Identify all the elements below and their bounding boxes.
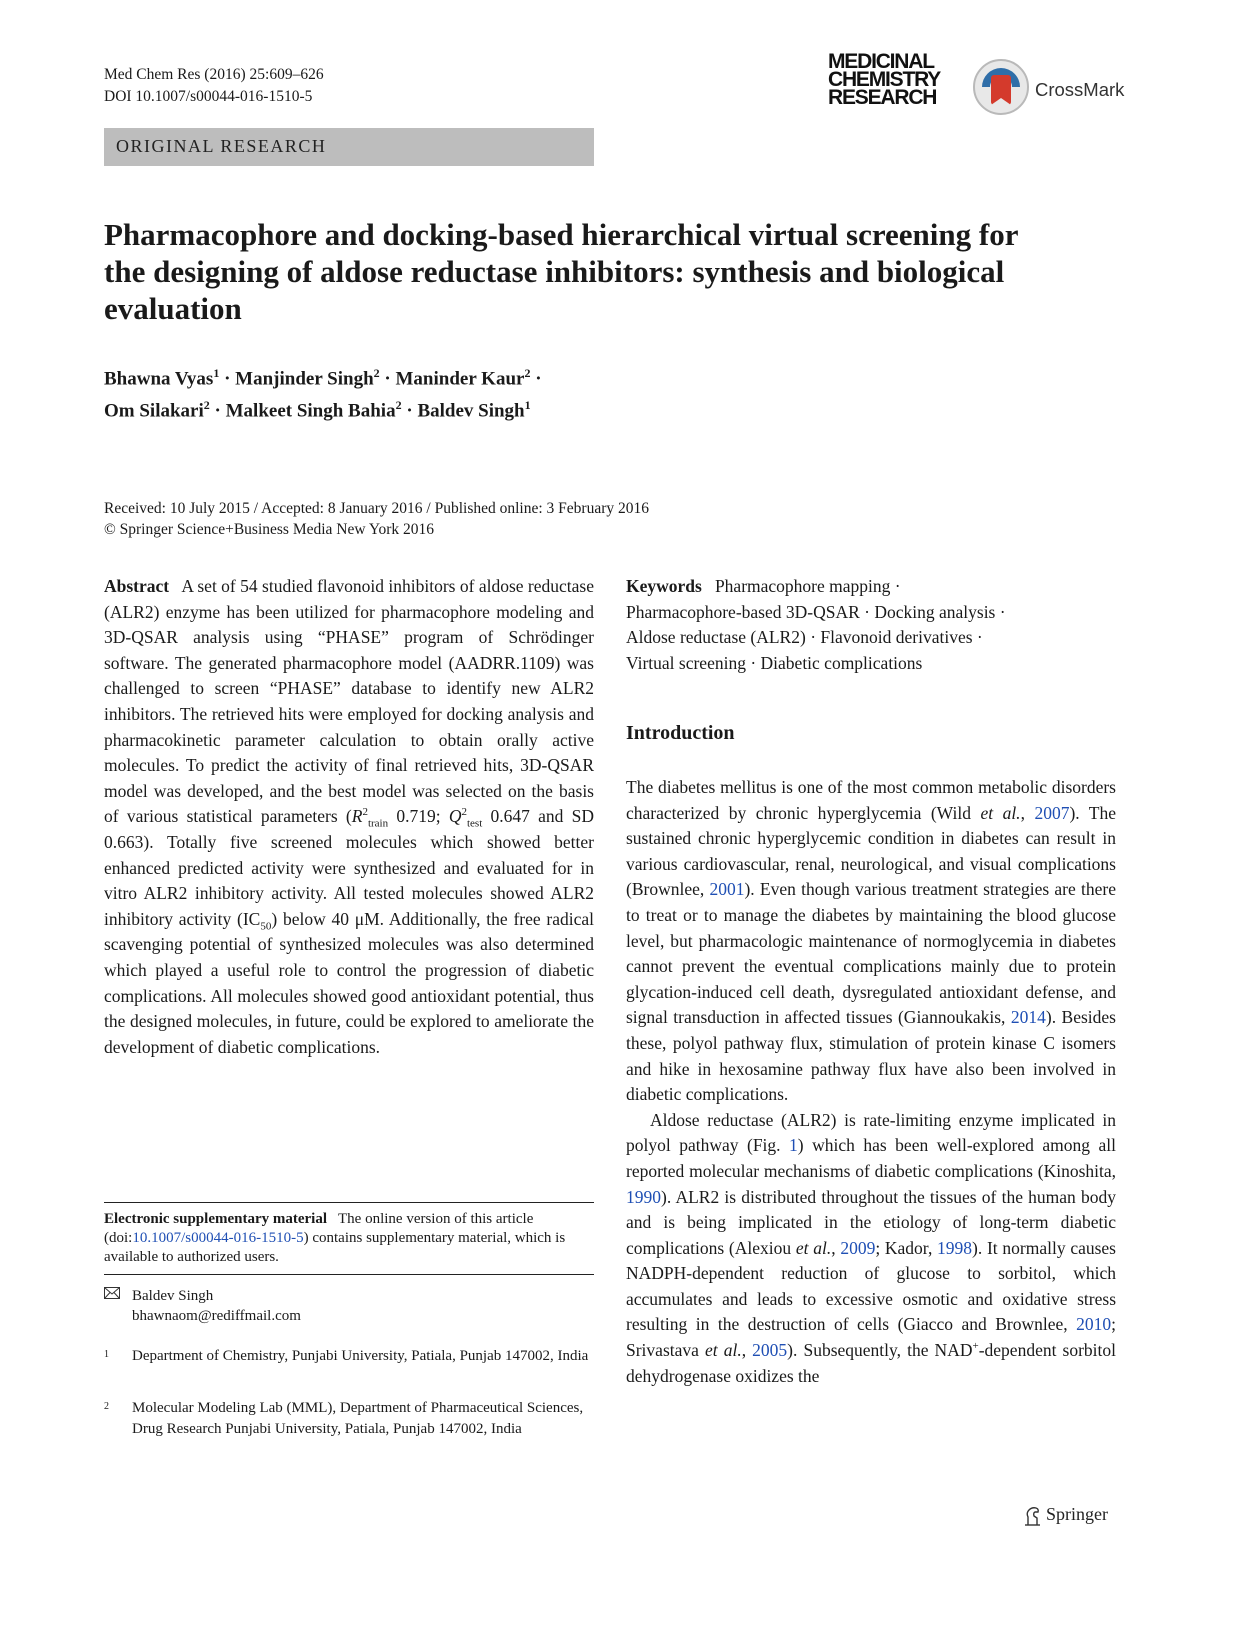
affiliation <box>104 1398 594 1440</box>
supplementary-text: The online version of this article (doi: <box>104 1211 534 1246</box>
supplementary-doi-link[interactable]: 10.1007/s00044-016-1510-5 <box>132 1230 304 1246</box>
history-dates: Received: 10 July 2015 / Accepted: 8 January 2016 / Published online: 3 February 2016 <box>104 500 649 517</box>
r2-symbol: R <box>351 806 363 827</box>
keywords-label: Keywords <box>626 576 702 596</box>
supplementary-note <box>104 1210 594 1267</box>
affiliation-number: 1 <box>104 1349 109 1360</box>
keyword: Diabetic complications <box>760 652 923 673</box>
introduction-body <box>626 775 1116 1389</box>
author-name[interactable]: Baldev Singh <box>417 400 525 422</box>
journal-citation: Med Chem Res (2016) 25:609–626 <box>104 66 324 83</box>
keyword-separator: · <box>890 576 901 596</box>
paragraph <box>626 1108 1116 1390</box>
springer-horse-icon <box>1024 1505 1042 1527</box>
author-name[interactable]: Maninder Kaur <box>395 368 525 390</box>
journal-logo-line-1: MEDICINAL <box>828 50 934 73</box>
author-affiliation-mark: 2 <box>524 366 531 380</box>
abstract-text: Totally five screened molecules which showed better enhanced predicted activity were synthesized and evaluated for in vitro ALR2 inhibitory activity. All tested molecules showed ALR2 inhibitory activity (IC <box>104 831 594 929</box>
keyword: Pharmacophore mapping <box>714 576 891 596</box>
citation-link[interactable]: 1990 <box>626 1186 661 1207</box>
paragraph-text: ; Srivastava <box>626 1314 1116 1361</box>
et-al: et al. <box>704 1340 742 1361</box>
q2-sub: test <box>466 817 483 830</box>
crossmark-icon[interactable] <box>972 58 1030 116</box>
paragraph-text: , <box>1020 802 1035 823</box>
paragraph-text: ). The sustained chronic hyperglycemic condition in diabetes can result in various cardiovascular, renal, neurological, and visual complications (Brownlee, <box>626 802 1117 900</box>
affiliation-number: 2 <box>104 1401 109 1412</box>
corresponding-author-email[interactable]: bhawnaom@rediffmail.com <box>132 1308 301 1324</box>
keywords <box>626 574 1116 676</box>
citation-link[interactable]: 1998 <box>937 1237 973 1258</box>
et-al: et al. <box>980 802 1021 823</box>
author-affiliation-mark: 1 <box>524 398 531 413</box>
publication-dates <box>104 498 649 540</box>
q2-sup: 2 <box>461 806 467 819</box>
author-affiliation-mark: 2 <box>373 366 380 380</box>
journal-logo-line-2: CHEMISTRY <box>828 68 941 91</box>
paragraph-text: ). Even though various treatment strategies are there to treat or to manage the diabetes by maintaining the blood glucose level, but pharmacologic maintenance of normoglycemia in diabetes cannot prevent the eventual complications mainly due to protein glycation-induced cell death, dysregulated antioxidant defense, and signal transduction in affected tissues (Giannoukakis, <box>626 879 1116 1028</box>
journal-reference <box>104 64 324 108</box>
affiliation <box>104 1346 594 1367</box>
author-name[interactable]: Manjinder Singh <box>235 368 374 390</box>
et-al: et al. <box>795 1237 832 1258</box>
paragraph-text: ). ALR2 is distributed throughout the tissues of the human body and is being implicated in the etiology of long-term diabetic complications (Alexiou <box>626 1186 1116 1258</box>
publisher-name: Springer <box>1046 1504 1108 1524</box>
doi-line: DOI 10.1007/s00044-016-1510-5 <box>104 88 313 105</box>
citation-link[interactable]: 2009 <box>840 1237 876 1258</box>
keyword: Virtual screening <box>626 652 746 673</box>
section-heading-introduction: Introduction <box>626 722 735 744</box>
citation-link[interactable]: 2001 <box>709 879 745 900</box>
paragraph-text: , <box>741 1340 753 1361</box>
supplementary-label: Electronic supplementary material <box>104 1211 328 1227</box>
paragraph-text: ). Subsequently, the NAD <box>787 1340 973 1361</box>
paragraph-text: ) which has been well-explored among all reported molecular mechanisms of diabetic complications (Kinoshita, <box>626 1135 1116 1181</box>
paragraph-text: Aldose reductase (ALR2) is rate-limiting enzyme implicated in polyol pathway (Fig. <box>626 1109 1116 1156</box>
q2-value: 0.647 and SD 0.663). <box>104 806 594 852</box>
keyword: Aldose reductase (ALR2) <box>626 627 806 648</box>
ic50-sub: 50 <box>260 920 272 933</box>
keyword-separator: · <box>805 627 821 648</box>
paragraph-text: The diabetes mellitus is one of the most common metabolic disorders characterized by chronic hyperglycemia (Wild <box>626 777 1116 823</box>
affiliation-text: Molecular Modeling Lab (MML), Department of Pharmaceutical Sciences, Drug Research Punjabi University, Patiala, Punjab 147002, India <box>132 1400 584 1437</box>
copyright-line: © Springer Science+Business Media New York 2016 <box>104 521 435 538</box>
keyword-separator: · <box>972 627 983 648</box>
author-affiliation-mark: 2 <box>203 398 210 413</box>
author-affiliation-mark: 2 <box>395 398 402 413</box>
citation-link[interactable]: 2007 <box>1034 802 1070 823</box>
correspondence <box>104 1286 594 1326</box>
superscript: + <box>972 1340 979 1353</box>
journal-logo-line-3: RESEARCH <box>828 86 937 109</box>
r2-value: 0.719; <box>388 806 449 827</box>
affiliation-text: Department of Chemistry, Punjabi University, Patiala, Punjab 147002, India <box>132 1348 589 1364</box>
abstract-text: ) below 40 μM. Additionally, the free radical scavenging potential of synthesized molecules was also determined which played a useful role to control the progression of diabetic complications. All molecules showed good antioxidant potential, thus the designed molecules, in future, could be explored to ameliorate the development of diabetic complications. <box>104 908 594 1057</box>
abstract-text: A set of 54 studied flavonoid inhibitors of aldose reductase (ALR2) enzyme has been utilized for pharmacophore modeling and 3D-QSAR analysis using “PHASE” program of Schrödinger software. The generated pharmacophore model (AADRR.1109) was challenged to screen “PHASE” database to identify new ALR2 inhibitors. The retrieved hits were employed for docking analysis and pharmacokinetic parameter calculation to obtain orally active molecules. To predict the activity of final retrieved hits, 3D-QSAR model was developed, and the best model was selected on the basis of various statistical parameters ( <box>104 576 594 827</box>
section-label: ORIGINAL RESEARCH <box>116 136 327 156</box>
keyword-separator: · <box>859 601 875 622</box>
abstract <box>104 574 594 1060</box>
abstract-label: Abstract <box>104 576 170 596</box>
author-name[interactable]: Malkeet Singh Bahia <box>225 400 396 422</box>
keyword-separator: · <box>745 652 761 673</box>
paragraph <box>626 775 1116 1108</box>
keyword: Pharmacophore-based 3D-QSAR <box>626 601 860 622</box>
citation-link[interactable]: 2014 <box>1010 1007 1046 1028</box>
author-name[interactable]: Om Silakari <box>104 400 204 422</box>
author-affiliation-mark: 1 <box>213 366 220 380</box>
keyword: Docking analysis <box>874 601 996 622</box>
r2-sup: 2 <box>362 806 368 819</box>
supplementary-text: ) contains supplementary material, which is available to authorized users. <box>104 1230 566 1265</box>
r2-sub: train <box>367 817 389 830</box>
citation-link[interactable]: 2010 <box>1076 1314 1112 1335</box>
divider <box>104 1274 594 1275</box>
article-title: Pharmacophore and docking-based hierarchical virtual screening for the designing of aldose reductase inhibitors: synthesis and biological evaluation <box>104 217 1018 326</box>
keyword: Flavonoid derivatives <box>820 627 973 648</box>
paragraph-text: ; Kador, <box>875 1237 938 1258</box>
paragraph-text: -dependent sorbitol dehydrogenase oxidizes the <box>626 1340 1117 1386</box>
paragraph-text: , <box>831 1237 841 1258</box>
figure-link[interactable]: 1 <box>789 1135 798 1156</box>
author-name[interactable]: Bhawna Vyas <box>104 368 214 390</box>
q2-symbol: Q <box>448 806 462 827</box>
crossmark-label[interactable]: CrossMark <box>1035 79 1125 100</box>
author-list: Bhawna Vyas$^1$ · Manjinder Singh$^2$ · Maninder Kaur$^2$ · Om Silakari$^2$ · Malkeet Singh Bahia$^2$ · Baldev Singh$^1$ <box>104 366 542 422</box>
envelope-icon <box>104 1287 120 1299</box>
paragraph-text: ). It normally causes NADPH-dependent reduction of glucose to sorbitol, which accumulates and leads to excessive osmotic and oxidative stress resulting in the destruction of cells (Giacco and Brownlee, <box>626 1237 1116 1335</box>
corresponding-author-name: Baldev Singh <box>132 1288 214 1304</box>
citation-link[interactable]: 2005 <box>752 1340 788 1361</box>
journal-logo <box>828 50 941 109</box>
keyword-separator: · <box>995 601 1006 622</box>
divider <box>104 1202 594 1203</box>
paragraph-text: ). Besides these, polyol pathway flux, stimulation of protein kinase C isomers and hike in hexosamine pathway flux have also been involved in diabetic complications. <box>626 1007 1116 1105</box>
